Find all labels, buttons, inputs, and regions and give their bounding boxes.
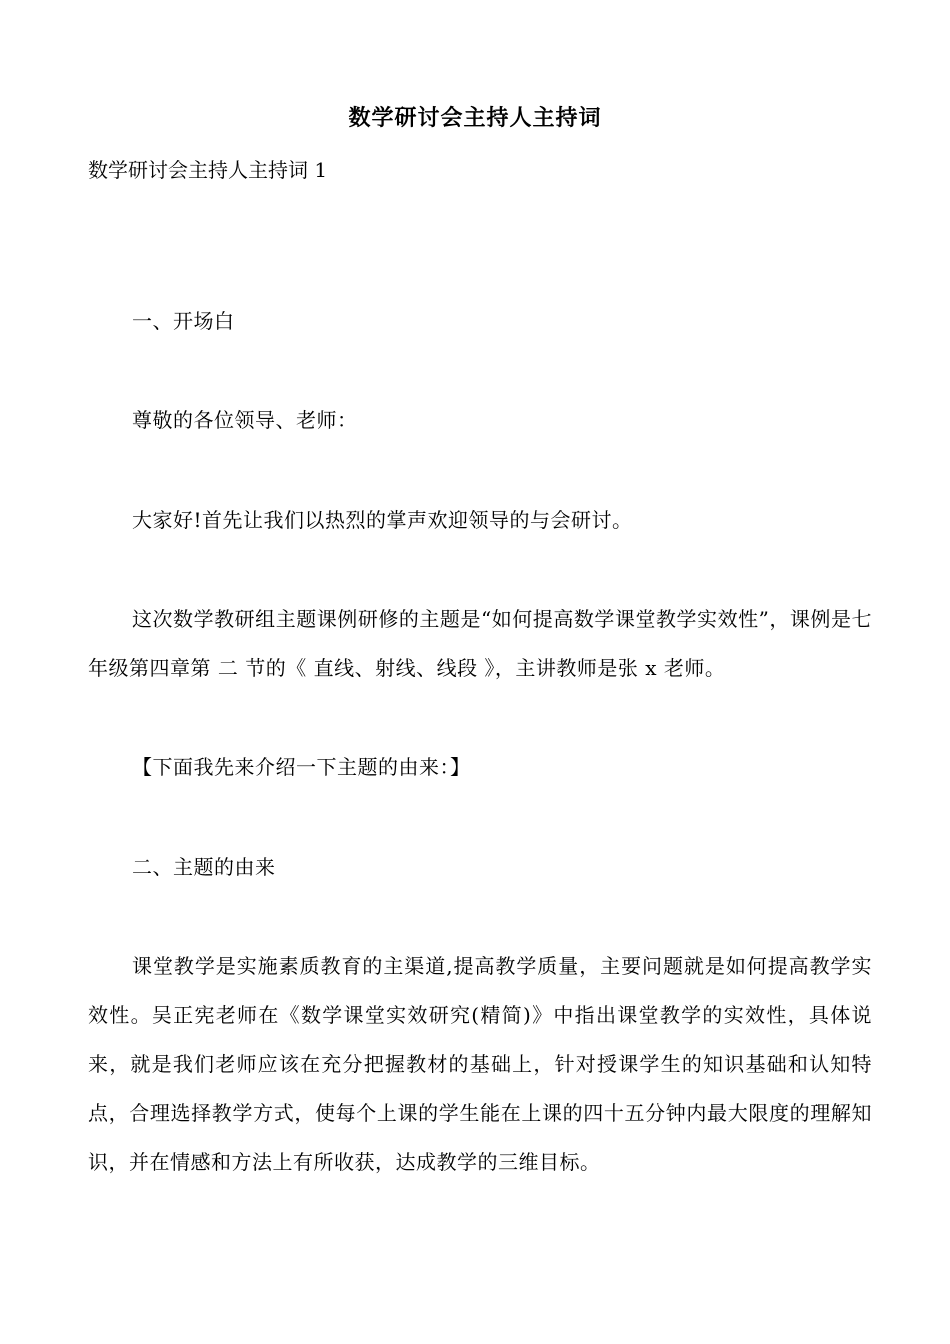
greeting-paragraph: 尊敬的各位领导、老师：: [132, 408, 358, 432]
document-title: 数学研讨会主持人主持词: [348, 105, 602, 131]
section-heading-origin: 二、主题的由来: [132, 855, 276, 879]
welcome-paragraph: 大家好!首先让我们以热烈的掌声欢迎领导的与会研讨。: [132, 508, 633, 532]
theme-paragraph: 这次数学教研组主题课例研修的主题是“如何提高数学课堂教学实效性”，课例是七年级第四章第 二 节的《 直线、射线、线段 》，主讲教师是张 x 老师。: [88, 607, 872, 680]
section-heading-opening: 一、开场白: [132, 309, 235, 333]
origin-body-paragraph: 课堂教学是实施素质教育的主渠道,提高教学质量，主要问题就是如何提高教学实效性。吴正宪老师在《数学课堂实效研究(精简)》中指出课堂教学的实效性，具体说来，就是我们老师应该在充分把握教材的基础上，针对授课学生的知识基础和认知特点，合理选择教学方式，使每个上课的学生能在上课的四十五分钟内最大限度的理解知识，并在情感和方法上有所收获，达成教学的三维目标。: [88, 954, 872, 1174]
document-subtitle: 数学研讨会主持人主持词 1: [88, 158, 328, 182]
transition-paragraph: 【下面我先来介绍一下主题的由来：】: [132, 755, 471, 779]
